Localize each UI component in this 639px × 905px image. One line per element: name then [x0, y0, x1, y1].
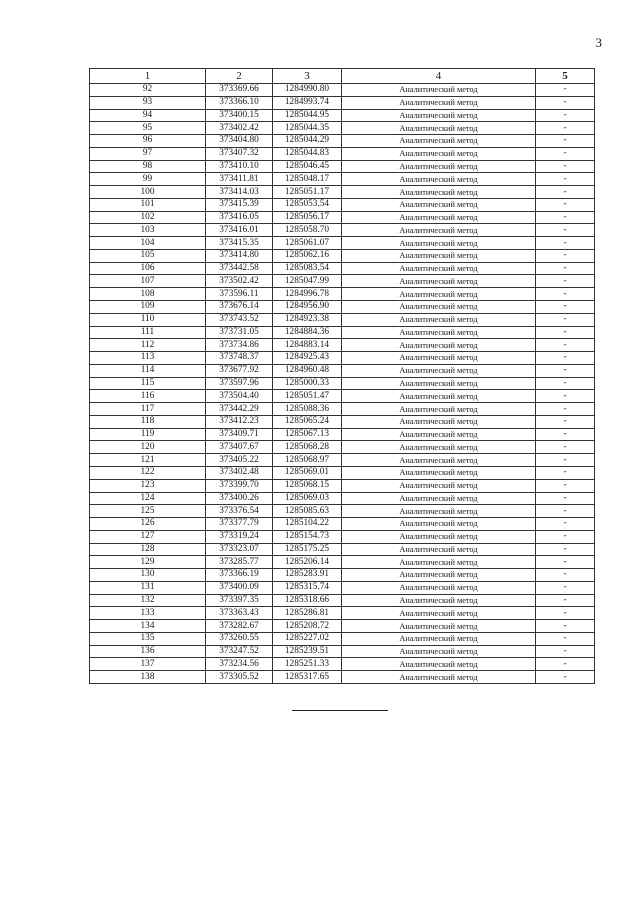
cell-point-number: 93	[90, 96, 206, 109]
cell-point-number: 113	[90, 352, 206, 365]
cell-method: Аналитический метод	[342, 505, 536, 518]
cell-method: Аналитический метод	[342, 352, 536, 365]
table-row	[90, 377, 595, 390]
cell-point-number: 99	[90, 173, 206, 186]
cell-x-coordinate: 373405.22	[206, 454, 273, 467]
cell-point-number: 105	[90, 249, 206, 262]
cell-point-number: 118	[90, 415, 206, 428]
cell-x-coordinate: 373402.42	[206, 122, 273, 135]
cell-method: Аналитический метод	[342, 403, 536, 416]
cell-point-number: 126	[90, 518, 206, 531]
cell-accuracy: -	[536, 339, 595, 352]
cell-point-number: 122	[90, 466, 206, 479]
cell-point-number: 116	[90, 390, 206, 403]
cell-method: Аналитический метод	[342, 339, 536, 352]
cell-y-coordinate: 1285085.63	[273, 505, 342, 518]
cell-y-coordinate: 1285318.66	[273, 594, 342, 607]
cell-method: Аналитический метод	[342, 249, 536, 262]
cell-x-coordinate: 373504.40	[206, 390, 273, 403]
cell-point-number: 123	[90, 479, 206, 492]
cell-accuracy: -	[536, 428, 595, 441]
cell-x-coordinate: 373377.79	[206, 518, 273, 531]
cell-point-number: 103	[90, 224, 206, 237]
cell-accuracy: -	[536, 211, 595, 224]
cell-accuracy: -	[536, 671, 595, 684]
table-row	[90, 326, 595, 339]
cell-accuracy: -	[536, 198, 595, 211]
cell-method: Аналитический метод	[342, 607, 536, 620]
cell-point-number: 94	[90, 109, 206, 122]
coordinates-table	[89, 68, 595, 684]
cell-point-number: 133	[90, 607, 206, 620]
cell-y-coordinate: 1285286.81	[273, 607, 342, 620]
cell-accuracy: -	[536, 173, 595, 186]
cell-method: Аналитический метод	[342, 288, 536, 301]
cell-x-coordinate: 373305.52	[206, 671, 273, 684]
cell-accuracy: -	[536, 403, 595, 416]
table-row	[90, 415, 595, 428]
cell-point-number: 132	[90, 594, 206, 607]
cell-accuracy: -	[536, 186, 595, 199]
table-row	[90, 556, 595, 569]
header-col-2: 2	[206, 69, 273, 84]
table-row	[90, 479, 595, 492]
cell-x-coordinate: 373731.05	[206, 326, 273, 339]
cell-point-number: 106	[90, 262, 206, 275]
cell-accuracy: -	[536, 543, 595, 556]
cell-point-number: 136	[90, 645, 206, 658]
cell-accuracy: -	[536, 237, 595, 250]
cell-point-number: 104	[90, 237, 206, 250]
cell-y-coordinate: 1285068.97	[273, 454, 342, 467]
cell-method: Аналитический метод	[342, 313, 536, 326]
cell-y-coordinate: 1285068.15	[273, 479, 342, 492]
cell-y-coordinate: 1285227.02	[273, 632, 342, 645]
cell-point-number: 101	[90, 198, 206, 211]
cell-y-coordinate: 1284960.48	[273, 364, 342, 377]
cell-y-coordinate: 1285251.33	[273, 658, 342, 671]
cell-y-coordinate: 1285283.91	[273, 569, 342, 582]
cell-point-number: 127	[90, 530, 206, 543]
table-row	[90, 262, 595, 275]
cell-x-coordinate: 373409.71	[206, 428, 273, 441]
cell-accuracy: -	[536, 581, 595, 594]
cell-method: Аналитический метод	[342, 109, 536, 122]
cell-accuracy: -	[536, 607, 595, 620]
cell-x-coordinate: 373414.03	[206, 186, 273, 199]
cell-method: Аналитический метод	[342, 671, 536, 684]
table-row	[90, 390, 595, 403]
cell-method: Аналитический метод	[342, 441, 536, 454]
table-row	[90, 454, 595, 467]
cell-method: Аналитический метод	[342, 492, 536, 505]
cell-x-coordinate: 373363.43	[206, 607, 273, 620]
cell-method: Аналитический метод	[342, 326, 536, 339]
cell-method: Аналитический метод	[342, 556, 536, 569]
cell-y-coordinate: 1285062.16	[273, 249, 342, 262]
cell-method: Аналитический метод	[342, 275, 536, 288]
cell-point-number: 135	[90, 632, 206, 645]
cell-method: Аналитический метод	[342, 632, 536, 645]
cell-accuracy: -	[536, 530, 595, 543]
cell-y-coordinate: 1285000.33	[273, 377, 342, 390]
cell-accuracy: -	[536, 84, 595, 97]
cell-point-number: 92	[90, 84, 206, 97]
cell-point-number: 137	[90, 658, 206, 671]
cell-x-coordinate: 373411.81	[206, 173, 273, 186]
header-col-5: 5	[536, 69, 595, 84]
cell-y-coordinate: 1285088.36	[273, 403, 342, 416]
cell-method: Аналитический метод	[342, 466, 536, 479]
cell-point-number: 119	[90, 428, 206, 441]
cell-x-coordinate: 373260.55	[206, 632, 273, 645]
cell-accuracy: -	[536, 262, 595, 275]
cell-x-coordinate: 373414.80	[206, 249, 273, 262]
cell-y-coordinate: 1284990.80	[273, 84, 342, 97]
cell-x-coordinate: 373415.39	[206, 198, 273, 211]
cell-point-number: 129	[90, 556, 206, 569]
header-col-1: 1	[90, 69, 206, 84]
cell-y-coordinate: 1285061.07	[273, 237, 342, 250]
cell-y-coordinate: 1285044.95	[273, 109, 342, 122]
cell-y-coordinate: 1285069.01	[273, 466, 342, 479]
table-row	[90, 466, 595, 479]
cell-accuracy: -	[536, 594, 595, 607]
cell-y-coordinate: 1284923.38	[273, 313, 342, 326]
cell-method: Аналитический метод	[342, 135, 536, 148]
cell-method: Аналитический метод	[342, 415, 536, 428]
table-row	[90, 109, 595, 122]
cell-method: Аналитический метод	[342, 658, 536, 671]
table-row	[90, 492, 595, 505]
table-row	[90, 122, 595, 135]
cell-y-coordinate: 1285317.65	[273, 671, 342, 684]
cell-x-coordinate: 373323.07	[206, 543, 273, 556]
cell-accuracy: -	[536, 313, 595, 326]
cell-x-coordinate: 373597.96	[206, 377, 273, 390]
cell-y-coordinate: 1285208.72	[273, 620, 342, 633]
table-row	[90, 147, 595, 160]
cell-method: Аналитический метод	[342, 645, 536, 658]
cell-point-number: 109	[90, 301, 206, 314]
table-row	[90, 543, 595, 556]
cell-x-coordinate: 373282.67	[206, 620, 273, 633]
cell-x-coordinate: 373400.09	[206, 581, 273, 594]
table-row	[90, 173, 595, 186]
table-row	[90, 620, 595, 633]
cell-method: Аналитический метод	[342, 262, 536, 275]
cell-accuracy: -	[536, 556, 595, 569]
cell-x-coordinate: 373410.10	[206, 160, 273, 173]
cell-x-coordinate: 373412.23	[206, 415, 273, 428]
table-row	[90, 237, 595, 250]
cell-accuracy: -	[536, 326, 595, 339]
table-row	[90, 198, 595, 211]
cell-x-coordinate: 373676.14	[206, 301, 273, 314]
table-row	[90, 301, 595, 314]
cell-method: Аналитический метод	[342, 186, 536, 199]
cell-point-number: 134	[90, 620, 206, 633]
cell-y-coordinate: 1285053.54	[273, 198, 342, 211]
table-row	[90, 135, 595, 148]
table-row	[90, 581, 595, 594]
cell-point-number: 131	[90, 581, 206, 594]
cell-accuracy: -	[536, 147, 595, 160]
table-row	[90, 403, 595, 416]
cell-point-number: 125	[90, 505, 206, 518]
cell-method: Аналитический метод	[342, 211, 536, 224]
cell-method: Аналитический метод	[342, 518, 536, 531]
page-number: 3	[595, 35, 602, 50]
cell-x-coordinate: 373415.35	[206, 237, 273, 250]
cell-accuracy: -	[536, 632, 595, 645]
cell-x-coordinate: 373596.11	[206, 288, 273, 301]
cell-accuracy: -	[536, 518, 595, 531]
cell-y-coordinate: 1284993.74	[273, 96, 342, 109]
cell-y-coordinate: 1285083.54	[273, 262, 342, 275]
table-row	[90, 313, 595, 326]
cell-y-coordinate: 1284996.78	[273, 288, 342, 301]
cell-point-number: 114	[90, 364, 206, 377]
cell-point-number: 115	[90, 377, 206, 390]
cell-method: Аналитический метод	[342, 428, 536, 441]
cell-accuracy: -	[536, 160, 595, 173]
table-row	[90, 530, 595, 543]
cell-y-coordinate: 1285065.24	[273, 415, 342, 428]
table-row	[90, 607, 595, 620]
cell-x-coordinate: 373404.80	[206, 135, 273, 148]
table-row	[90, 428, 595, 441]
table-row	[90, 275, 595, 288]
cell-accuracy: -	[536, 364, 595, 377]
table-row	[90, 645, 595, 658]
cell-x-coordinate: 373400.26	[206, 492, 273, 505]
header-col-4: 4	[342, 69, 536, 84]
cell-method: Аналитический метод	[342, 364, 536, 377]
cell-y-coordinate: 1284884.36	[273, 326, 342, 339]
cell-method: Аналитический метод	[342, 543, 536, 556]
cell-x-coordinate: 373319.24	[206, 530, 273, 543]
cell-point-number: 108	[90, 288, 206, 301]
cell-accuracy: -	[536, 109, 595, 122]
cell-method: Аналитический метод	[342, 581, 536, 594]
cell-accuracy: -	[536, 249, 595, 262]
cell-method: Аналитический метод	[342, 160, 536, 173]
table-row	[90, 505, 595, 518]
cell-y-coordinate: 1285206.14	[273, 556, 342, 569]
cell-method: Аналитический метод	[342, 377, 536, 390]
cell-accuracy: -	[536, 466, 595, 479]
cell-point-number: 121	[90, 454, 206, 467]
table-row	[90, 339, 595, 352]
cell-x-coordinate: 373402.48	[206, 466, 273, 479]
cell-point-number: 120	[90, 441, 206, 454]
cell-method: Аналитический метод	[342, 454, 536, 467]
cell-y-coordinate: 1285068.28	[273, 441, 342, 454]
cell-y-coordinate: 1285056.17	[273, 211, 342, 224]
table-row	[90, 224, 595, 237]
cell-point-number: 107	[90, 275, 206, 288]
cell-method: Аналитический метод	[342, 96, 536, 109]
header-col-3: 3	[273, 69, 342, 84]
cell-x-coordinate: 373502.42	[206, 275, 273, 288]
cell-accuracy: -	[536, 505, 595, 518]
cell-accuracy: -	[536, 122, 595, 135]
table-row	[90, 352, 595, 365]
cell-accuracy: -	[536, 390, 595, 403]
cell-y-coordinate: 1285047.99	[273, 275, 342, 288]
cell-x-coordinate: 373397.35	[206, 594, 273, 607]
table-row	[90, 211, 595, 224]
cell-x-coordinate: 373366.10	[206, 96, 273, 109]
cell-method: Аналитический метод	[342, 237, 536, 250]
cell-accuracy: -	[536, 569, 595, 582]
table-row	[90, 186, 595, 199]
cell-method: Аналитический метод	[342, 594, 536, 607]
cell-accuracy: -	[536, 288, 595, 301]
cell-accuracy: -	[536, 224, 595, 237]
table-body	[90, 84, 595, 684]
cell-accuracy: -	[536, 620, 595, 633]
cell-accuracy: -	[536, 645, 595, 658]
cell-accuracy: -	[536, 441, 595, 454]
cell-accuracy: -	[536, 275, 595, 288]
table-row	[90, 288, 595, 301]
table-row	[90, 518, 595, 531]
cell-method: Аналитический метод	[342, 122, 536, 135]
cell-method: Аналитический метод	[342, 390, 536, 403]
cell-accuracy: -	[536, 492, 595, 505]
cell-accuracy: -	[536, 415, 595, 428]
cell-point-number: 138	[90, 671, 206, 684]
cell-accuracy: -	[536, 135, 595, 148]
cell-point-number: 98	[90, 160, 206, 173]
table-row	[90, 632, 595, 645]
cell-point-number: 128	[90, 543, 206, 556]
cell-method: Аналитический метод	[342, 147, 536, 160]
cell-y-coordinate: 1285046.45	[273, 160, 342, 173]
table-header-row	[90, 69, 595, 84]
cell-x-coordinate: 373376.54	[206, 505, 273, 518]
cell-accuracy: -	[536, 658, 595, 671]
table-row	[90, 84, 595, 97]
cell-point-number: 111	[90, 326, 206, 339]
cell-method: Аналитический метод	[342, 84, 536, 97]
cell-y-coordinate: 1285051.47	[273, 390, 342, 403]
cell-method: Аналитический метод	[342, 301, 536, 314]
cell-x-coordinate: 373285.77	[206, 556, 273, 569]
cell-accuracy: -	[536, 96, 595, 109]
cell-point-number: 95	[90, 122, 206, 135]
cell-y-coordinate: 1285044.35	[273, 122, 342, 135]
cell-point-number: 102	[90, 211, 206, 224]
table-row	[90, 160, 595, 173]
cell-x-coordinate: 373407.32	[206, 147, 273, 160]
cell-point-number: 110	[90, 313, 206, 326]
cell-point-number: 100	[90, 186, 206, 199]
table-row	[90, 364, 595, 377]
cell-y-coordinate: 1285044.29	[273, 135, 342, 148]
cell-y-coordinate: 1285069.03	[273, 492, 342, 505]
cell-x-coordinate: 373399.70	[206, 479, 273, 492]
cell-method: Аналитический метод	[342, 530, 536, 543]
cell-y-coordinate: 1285048.17	[273, 173, 342, 186]
cell-y-coordinate: 1285058.70	[273, 224, 342, 237]
cell-accuracy: -	[536, 377, 595, 390]
cell-x-coordinate: 373234.56	[206, 658, 273, 671]
cell-y-coordinate: 1285315.74	[273, 581, 342, 594]
cell-y-coordinate: 1285239.51	[273, 645, 342, 658]
cell-x-coordinate: 373442.29	[206, 403, 273, 416]
cell-y-coordinate: 1285154.73	[273, 530, 342, 543]
cell-x-coordinate: 373743.52	[206, 313, 273, 326]
cell-x-coordinate: 373748.37	[206, 352, 273, 365]
cell-x-coordinate: 373442.58	[206, 262, 273, 275]
cell-x-coordinate: 373247.52	[206, 645, 273, 658]
cell-point-number: 117	[90, 403, 206, 416]
table-row	[90, 249, 595, 262]
cell-y-coordinate: 1285067.13	[273, 428, 342, 441]
cell-x-coordinate: 373416.01	[206, 224, 273, 237]
cell-point-number: 130	[90, 569, 206, 582]
table-row	[90, 658, 595, 671]
cell-x-coordinate: 373416.05	[206, 211, 273, 224]
cell-x-coordinate: 373366.19	[206, 569, 273, 582]
cell-method: Аналитический метод	[342, 173, 536, 186]
cell-y-coordinate: 1284925.43	[273, 352, 342, 365]
table-row	[90, 594, 595, 607]
table-row	[90, 441, 595, 454]
cell-x-coordinate: 373400.15	[206, 109, 273, 122]
cell-method: Аналитический метод	[342, 569, 536, 582]
cell-method: Аналитический метод	[342, 620, 536, 633]
cell-method: Аналитический метод	[342, 479, 536, 492]
cell-x-coordinate: 373369.66	[206, 84, 273, 97]
cell-x-coordinate: 373407.67	[206, 441, 273, 454]
cell-x-coordinate: 373734.86	[206, 339, 273, 352]
cell-point-number: 97	[90, 147, 206, 160]
cell-y-coordinate: 1284883.14	[273, 339, 342, 352]
table-row	[90, 671, 595, 684]
cell-accuracy: -	[536, 352, 595, 365]
cell-accuracy: -	[536, 479, 595, 492]
cell-y-coordinate: 1285044.83	[273, 147, 342, 160]
cell-x-coordinate: 373677.92	[206, 364, 273, 377]
cell-y-coordinate: 1285051.17	[273, 186, 342, 199]
cell-accuracy: -	[536, 301, 595, 314]
footer-separator-line	[292, 710, 388, 711]
cell-method: Аналитический метод	[342, 198, 536, 211]
cell-y-coordinate: 1285104.22	[273, 518, 342, 531]
cell-method: Аналитический метод	[342, 224, 536, 237]
table-row	[90, 96, 595, 109]
cell-y-coordinate: 1285175.25	[273, 543, 342, 556]
cell-accuracy: -	[536, 454, 595, 467]
cell-point-number: 96	[90, 135, 206, 148]
cell-point-number: 124	[90, 492, 206, 505]
cell-y-coordinate: 1284956.90	[273, 301, 342, 314]
table-row	[90, 569, 595, 582]
cell-point-number: 112	[90, 339, 206, 352]
